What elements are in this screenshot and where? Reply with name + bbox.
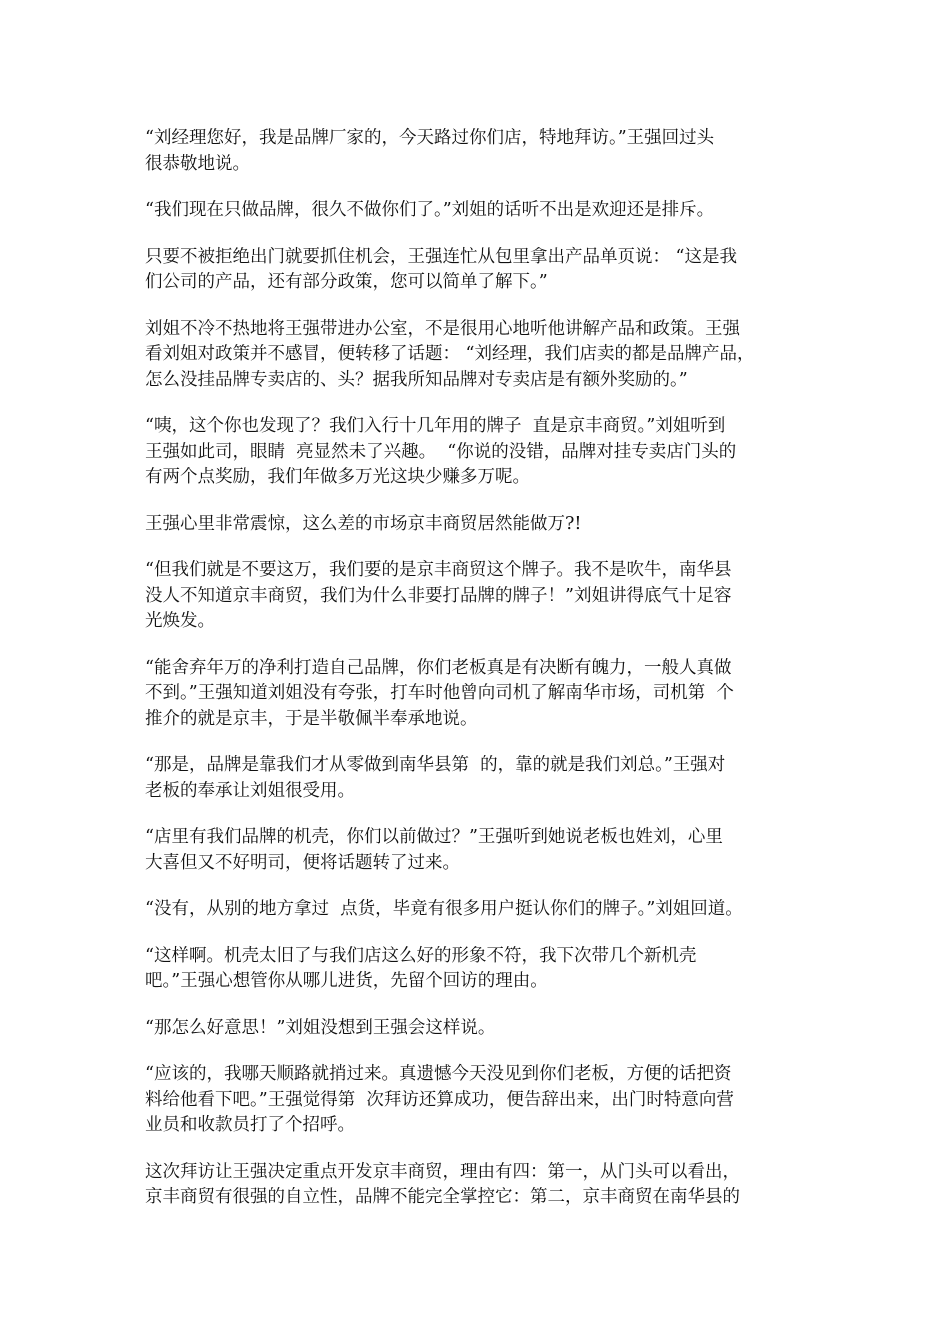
- text-line: 看刘姐对政策并不感冒，便转移了话题： “刘经理，我们店卖的都是品牌产品，: [145, 344, 755, 364]
- paragraph: [145, 245, 820, 296]
- text-line: 只要不被拒绝出门就要抓住机会，王强连忙从包里拿出产品单页说： “这是我: [145, 246, 738, 267]
- paragraph: [145, 198, 820, 224]
- text-line: “咦，这个你也发现了？我们入行十几年用的牌子 直是京丰商贸。”刘姐听到: [145, 416, 726, 436]
- document-page: [145, 126, 820, 1232]
- text-line: 京丰商贸有很强的自立性，品牌不能完全掌控它：第二，京丰商贸在南华县的: [145, 1187, 740, 1207]
- text-line: 业员和收款员打了个招呼。: [145, 1115, 355, 1135]
- text-line: 王强心里非常震惊，这么差的市场京丰商贸居然能做万?!: [145, 513, 582, 534]
- text-line: 有两个点奖励，我们年做多万光这块少赚多万呢。: [145, 467, 530, 487]
- text-line: “这样啊。机壳太旧了与我们店这么好的形象不符，我下次带几个新机壳: [145, 945, 697, 966]
- paragraph: [145, 1016, 820, 1042]
- paragraph: [145, 317, 820, 394]
- paragraph: [145, 512, 820, 538]
- paragraph: [145, 126, 820, 177]
- paragraph: [145, 753, 820, 804]
- text-line: 很恭敬地说。: [145, 153, 250, 174]
- paragraph: [145, 1160, 820, 1211]
- text-line: 这次拜访让王强决定重点开发京丰商贸，理由有四：第一，从门头可以看出，: [145, 1161, 740, 1182]
- paragraph: [145, 656, 820, 733]
- text-line: 们公司的产品，还有部分政策，您可以简单了解下。”: [145, 272, 548, 292]
- text-line: “没有，从别的地方拿过 点货，毕竟有很多用户挺认你们的牌子。”刘姐回道。: [145, 899, 743, 919]
- paragraph: [145, 558, 820, 635]
- text-line: 怎么没挂品牌专卖店的、头？据我所知品牌对专卖店是有额外奖励的。”: [145, 369, 688, 390]
- paragraph: [145, 1062, 820, 1139]
- text-line: 王强如此司，眼睛 亮显然未了兴趣。 “你说的没错，品牌对挂专卖店门头的: [145, 441, 737, 462]
- text-line: “那是，品牌是靠我们才从零做到南华县第 的，靠的就是我们刘总。”王强对: [145, 755, 726, 775]
- paragraph: [145, 825, 820, 876]
- text-line: “应该的，我哪天顺路就捎过来。真遗憾今天没见到你们老板，方便的话把资: [145, 1064, 732, 1084]
- text-line: 大喜但又不好明司，便将话题转了过来。: [145, 852, 460, 873]
- text-line: 光焕发。: [145, 611, 215, 631]
- text-line: 吧。”王强心想管你从哪儿进货，先留个回访的理由。: [145, 971, 548, 991]
- text-line: “那怎么好意思！”刘姐没想到王强会这样说。: [145, 1017, 496, 1038]
- text-line: 没人不知道京丰商贸，我们为什么非要打品牌的牌子！”刘姐讲得底气十足容: [145, 585, 732, 606]
- text-line: 老板的奉承让刘姐很受用。: [145, 780, 355, 801]
- text-line: 推介的就是京丰，于是半敬佩半奉承地说。: [145, 708, 478, 729]
- paragraph: [145, 414, 820, 491]
- text-line: “但我们就是不要这万，我们要的是京丰商贸这个牌子。我不是吹牛，南华县: [145, 560, 732, 580]
- paragraph: [145, 944, 820, 995]
- text-line: “刘经理您好，我是品牌厂家的，今天路过你们店，特地拜访。”王强回过头: [145, 128, 715, 148]
- text-line: “能舍弃年万的净利打造自己品牌，你们老板真是有决断有魄力，一般人真做: [145, 657, 732, 678]
- text-line: 料给他看下吧。”王强觉得第 次拜访还算成功，便告辞出来，出门时特意向营: [145, 1089, 734, 1110]
- text-line: “我们现在只做品牌，很久不做你们了。”刘姐的话听不出是欢迎还是排斥。: [145, 200, 715, 220]
- text-line: “店里有我们品牌的机壳，你们以前做过？”王强听到她说老板也姓刘，心里: [145, 827, 723, 847]
- text-line: 刘姐不冷不热地将王强带进办公室，不是很用心地听他讲解产品和政策。王强: [145, 318, 740, 339]
- text-line: 不到。”王强知道刘姐没有夸张，打车时他曾向司机了解南华市场，司机第 个: [145, 683, 734, 703]
- paragraph: [145, 897, 820, 923]
